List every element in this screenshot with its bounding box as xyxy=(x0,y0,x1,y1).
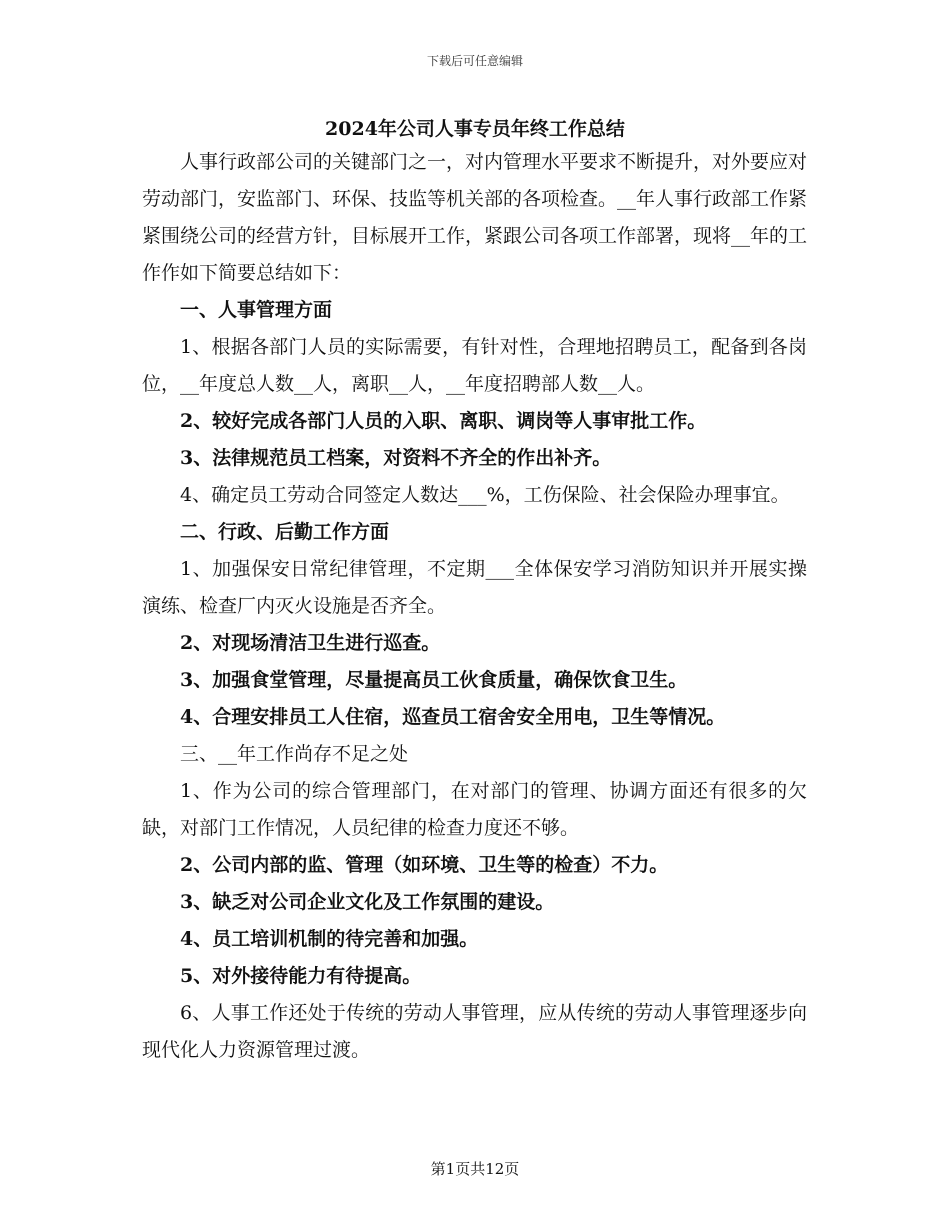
paragraph-item: 4、员工培训机制的待完善和加强。 xyxy=(180,928,479,950)
section-heading-shortcomings: 三、__年工作尚存不足之处 xyxy=(180,743,409,765)
page-number: 第1页共12页 xyxy=(430,1160,520,1178)
paragraph-item: 4、确定员工劳动合同签定人数达___%，工伤保险、社会保险办理事宜。 xyxy=(180,484,790,506)
paragraph-item: 1、根据各部门人员的实际需要，有针对性，合理地招聘员工，配备到各岗位，__年度总人数__人，离职__人，__年度招聘部人数__人。 xyxy=(142,336,807,395)
paragraph-item: 1、加强保安日常纪律管理，不定期___全体保安学习消防知识并开展实操演练、检查厂内灭火设施是否齐全。 xyxy=(142,558,807,617)
paragraph-item: 5、对外接待能力有待提高。 xyxy=(180,965,422,987)
document-body xyxy=(142,144,807,1069)
paragraph-item: 2、公司内部的监、管理（如环境、卫生等的检查）不力。 xyxy=(180,854,669,876)
section-heading-hr: 一、人事管理方面 xyxy=(180,299,333,321)
paragraph-item: 2、对现场清洁卫生进行巡查。 xyxy=(180,632,441,654)
paragraph-item: 3、法律规范员工档案，对资料不齐全的作出补齐。 xyxy=(180,447,612,469)
paragraph-item: 3、缺乏对公司企业文化及工作氛围的建设。 xyxy=(180,891,555,913)
document-title: 2024年公司人事专员年终工作总结 xyxy=(325,118,625,140)
paragraph-item: 6、人事工作还处于传统的劳动人事管理，应从传统的劳动人事管理逐步向现代化人力资源管理过渡。 xyxy=(142,1002,807,1061)
paragraph-item: 2、较好完成各部门人员的入职、离职、调岗等人事审批工作。 xyxy=(180,410,707,432)
paragraph-intro: 人事行政部公司的关键部门之一，对内管理水平要求不断提升，对外要应对劳动部门，安监部门、环保、技监等机关部的各项检查。__年人事行政部工作紧紧围绕公司的经营方针，目标展开工作，紧跟公司各项工作部署，现将__年的工作作如下简要总结如下： xyxy=(142,151,808,284)
paragraph-item: 3、加强食堂管理，尽量提高员工伙食质量，确保饮食卫生。 xyxy=(180,669,688,691)
section-heading-admin: 二、行政、后勤工作方面 xyxy=(180,521,390,543)
page-header-note: 下载后可任意编辑 xyxy=(426,54,523,68)
paragraph-item: 1、作为公司的综合管理部门，在对部门的管理、协调方面还有很多的欠缺，对部门工作情况，人员纪律的检查力度还不够。 xyxy=(142,780,807,839)
paragraph-item: 4、合理安排员工人住宿，巡查员工宿舍安全用电，卫生等情况。 xyxy=(180,706,726,728)
